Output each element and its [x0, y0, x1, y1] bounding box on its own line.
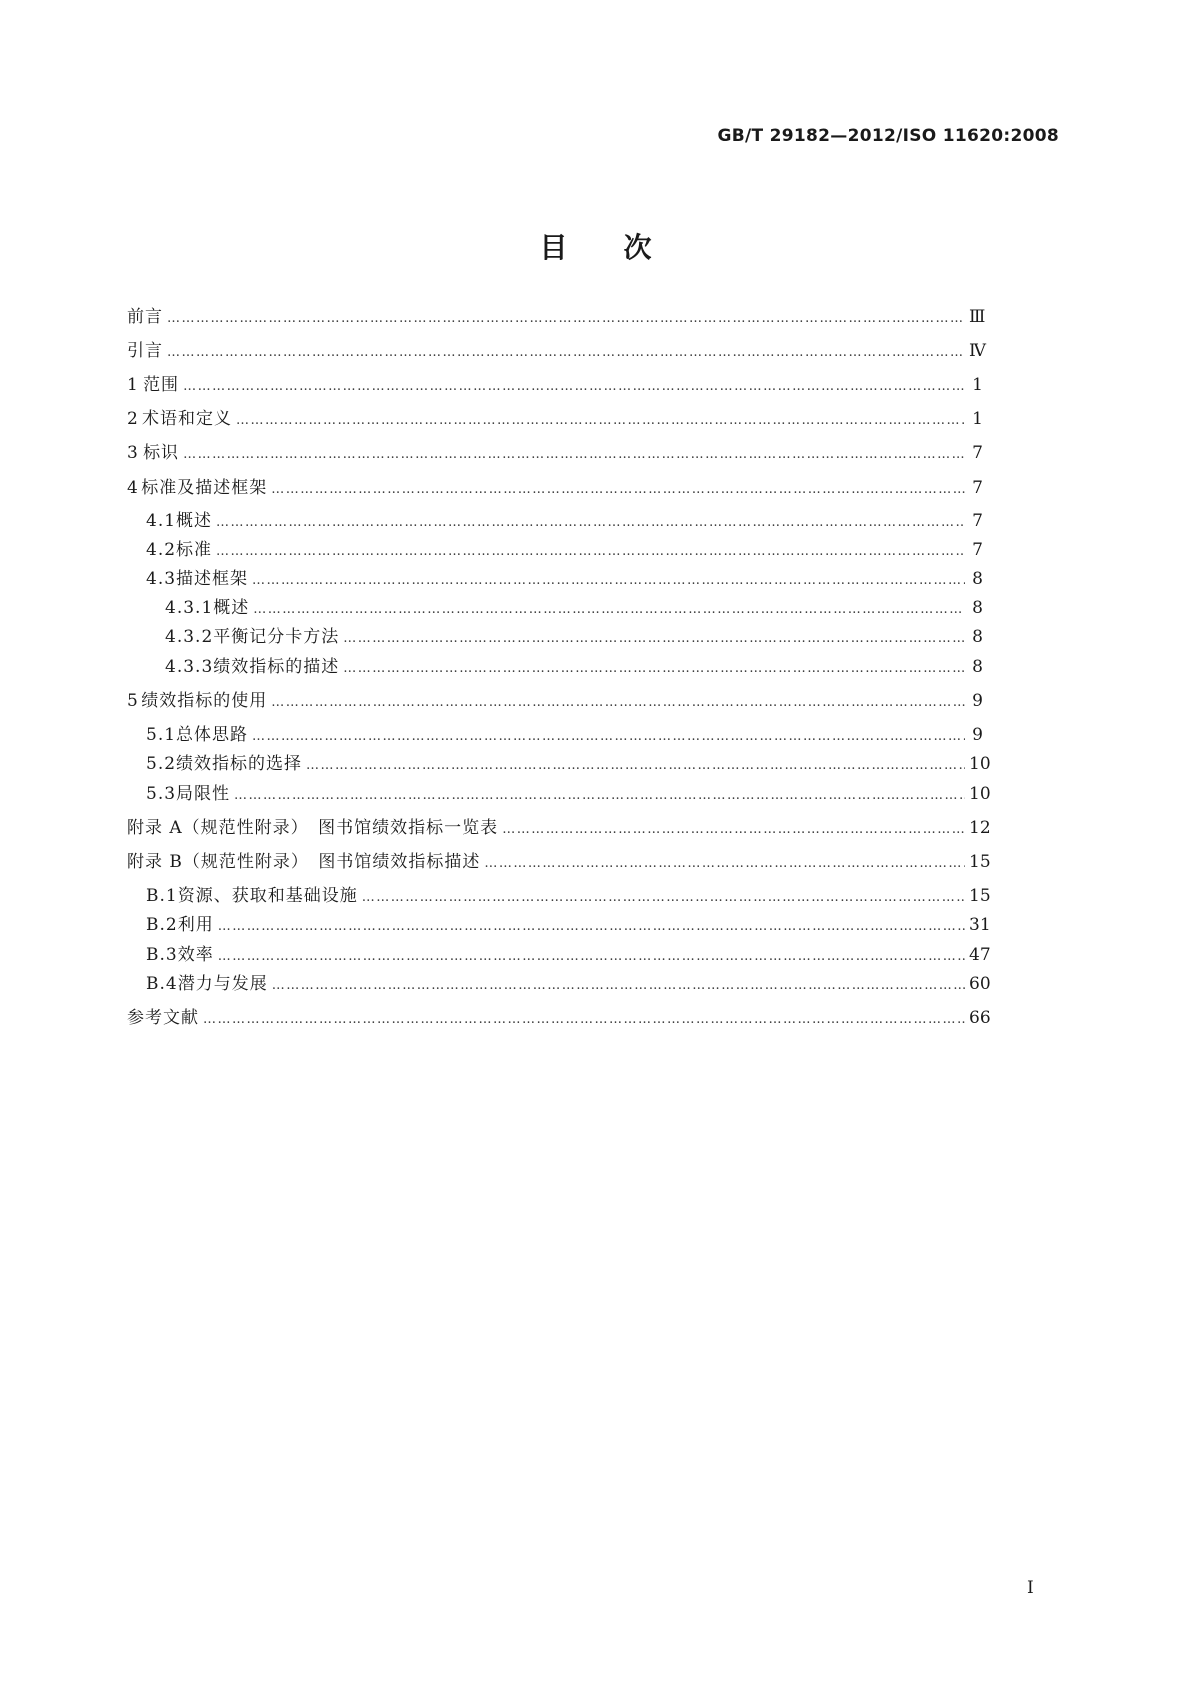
toc-entry-2[interactable]	[127, 407, 983, 431]
toc-entry-page: 10	[969, 784, 991, 804]
toc-entry-page: 7	[972, 478, 983, 498]
toc-entry-number: B.3	[146, 945, 178, 965]
toc-entry-label: 标准及描述框架	[141, 478, 268, 498]
page-number-footer: Ⅰ	[1027, 1578, 1034, 1598]
toc-entry-number: B.4	[146, 974, 178, 994]
toc-entry-5-3[interactable]	[146, 782, 991, 806]
toc-entry-page: 7	[972, 443, 983, 463]
toc-entry-b-1[interactable]	[146, 884, 991, 908]
toc-entry-page: 9	[972, 691, 983, 711]
toc-entry-page: 47	[969, 945, 991, 965]
toc-entry-4-3-1[interactable]	[165, 596, 983, 620]
toc-leader-dots	[218, 915, 965, 939]
toc-entry-introduction[interactable]	[127, 339, 986, 363]
toc-entry-page: 8	[972, 569, 983, 589]
toc-entry-page: 31	[969, 915, 991, 935]
toc-entry-number: 5.3	[146, 784, 177, 804]
toc-entry-5-1[interactable]	[146, 723, 983, 747]
toc-entry-4-3[interactable]	[146, 567, 983, 591]
toc-leader-dots	[234, 784, 965, 808]
toc-entry-4[interactable]	[127, 476, 983, 500]
toc-entry-number: B.1	[146, 886, 178, 906]
toc-entry-annex-b[interactable]	[127, 850, 991, 874]
toc-leader-dots	[216, 511, 965, 535]
toc-leader-dots	[252, 725, 965, 749]
toc-entry-number: 4.3.1	[165, 598, 214, 618]
toc-leader-dots	[216, 540, 965, 564]
toc-leader-dots	[271, 478, 965, 502]
toc-leader-dots	[183, 443, 965, 467]
toc-entry-number: 5.2	[146, 754, 177, 774]
toc-entry-page: 66	[969, 1008, 991, 1028]
toc-entry-5-2[interactable]	[146, 752, 991, 776]
toc-entry-label: 绩效指标的使用	[141, 691, 268, 711]
toc-title: 目次	[539, 231, 708, 264]
toc-leader-dots	[343, 657, 965, 681]
toc-entry-number: 2	[127, 409, 139, 429]
toc-entry-bibliography[interactable]	[127, 1006, 991, 1030]
toc-entry-3[interactable]	[127, 441, 983, 465]
toc-entry-label: 引言	[127, 341, 163, 361]
toc-entry-4-1[interactable]	[146, 509, 983, 533]
toc-entry-b-4[interactable]	[146, 972, 991, 996]
toc-entry-label: 绩效指标的选择	[176, 754, 303, 774]
toc-leader-dots	[253, 598, 965, 622]
toc-entry-page: 10	[969, 754, 991, 774]
toc-leader-dots	[167, 307, 965, 331]
toc-leader-dots	[183, 375, 965, 399]
toc-entry-number: 4	[127, 478, 139, 498]
toc-entry-label: 前言	[127, 307, 163, 327]
toc-entry-5[interactable]	[127, 689, 983, 713]
toc-entry-page: 8	[972, 657, 983, 677]
toc-entry-number: 4.1	[146, 511, 177, 531]
toc-entry-annex-a[interactable]	[127, 816, 991, 840]
toc-entry-number: 4.3	[146, 569, 177, 589]
toc-entry-page: 8	[972, 598, 983, 618]
toc-leader-dots	[167, 341, 965, 365]
toc-leader-dots	[271, 691, 965, 715]
toc-entry-label: 潜力与发展	[177, 974, 268, 994]
toc-entry-number: 4.2	[146, 540, 177, 560]
toc-leader-dots	[502, 818, 965, 842]
toc-leader-dots	[484, 852, 965, 876]
toc-entry-label: 术语和定义	[141, 409, 232, 429]
toc-entry-label: 效率	[177, 945, 214, 965]
toc-entry-b-2[interactable]	[146, 913, 991, 937]
toc-entry-page: Ⅲ	[969, 307, 986, 327]
toc-leader-dots	[343, 627, 965, 651]
toc-leader-dots	[218, 945, 965, 969]
toc-entry-label: 资源、获取和基础设施	[177, 886, 358, 906]
toc-leader-dots	[252, 569, 965, 593]
toc-entry-label: 局限性	[176, 784, 231, 804]
toc-entry-page: 1	[972, 375, 983, 395]
toc-entry-label: 附录 A（规范性附录） 图书馆绩效指标一览表	[127, 818, 499, 838]
toc-entry-number: 5	[127, 691, 139, 711]
toc-entry-b-3[interactable]	[146, 943, 991, 967]
toc-entry-page: 9	[972, 725, 983, 745]
toc-entry-page: 60	[969, 974, 991, 994]
toc-entry-page: Ⅳ	[969, 341, 986, 361]
toc-entry-label: 总体思路	[176, 725, 249, 745]
toc-entry-number: 3	[127, 443, 139, 463]
toc-entry-label: 附录 B（规范性附录） 图书馆绩效指标描述	[127, 852, 481, 872]
toc-entry-number: B.2	[146, 915, 178, 935]
toc-entry-label: 利用	[177, 915, 214, 935]
toc-leader-dots	[362, 886, 965, 910]
toc-entry-number: 4.3.2	[165, 627, 214, 647]
toc-leader-dots	[203, 1008, 965, 1032]
toc-entry-number: 4.3.3	[165, 657, 214, 677]
toc-entry-number: 1	[127, 375, 139, 395]
toc-entry-label: 标准	[176, 540, 213, 560]
toc-entry-label: 概述	[176, 511, 213, 531]
toc-entry-1[interactable]	[127, 373, 983, 397]
toc-leader-dots	[272, 974, 965, 998]
toc-entry-page: 7	[972, 511, 983, 531]
toc-leader-dots	[306, 754, 965, 778]
toc-entry-page: 15	[969, 852, 991, 872]
toc-entry-label: 范围	[143, 375, 180, 395]
toc-leader-dots	[236, 409, 965, 433]
toc-entry-page: 15	[969, 886, 991, 906]
toc-entry-4-3-3[interactable]	[165, 655, 983, 679]
toc-entry-page: 7	[972, 540, 983, 560]
toc-entry-label: 参考文献	[127, 1008, 199, 1028]
toc-entry-foreword[interactable]	[127, 305, 986, 329]
toc-entry-label: 描述框架	[176, 569, 249, 589]
toc-entry-page: 1	[972, 409, 983, 429]
toc-entry-label: 概述	[213, 598, 250, 618]
toc-entry-label: 绩效指标的描述	[213, 657, 340, 677]
toc-entry-label: 标识	[143, 443, 180, 463]
toc-entry-page: 8	[972, 627, 983, 647]
toc-entry-number: 5.1	[146, 725, 177, 745]
standard-number-header: GB/T 29182—2012/ISO 11620:2008	[717, 126, 1059, 146]
toc-entry-label: 平衡记分卡方法	[213, 627, 340, 647]
toc-entry-page: 12	[969, 818, 991, 838]
toc-entry-4-2[interactable]	[146, 538, 983, 562]
toc-entry-4-3-2[interactable]	[165, 625, 983, 649]
